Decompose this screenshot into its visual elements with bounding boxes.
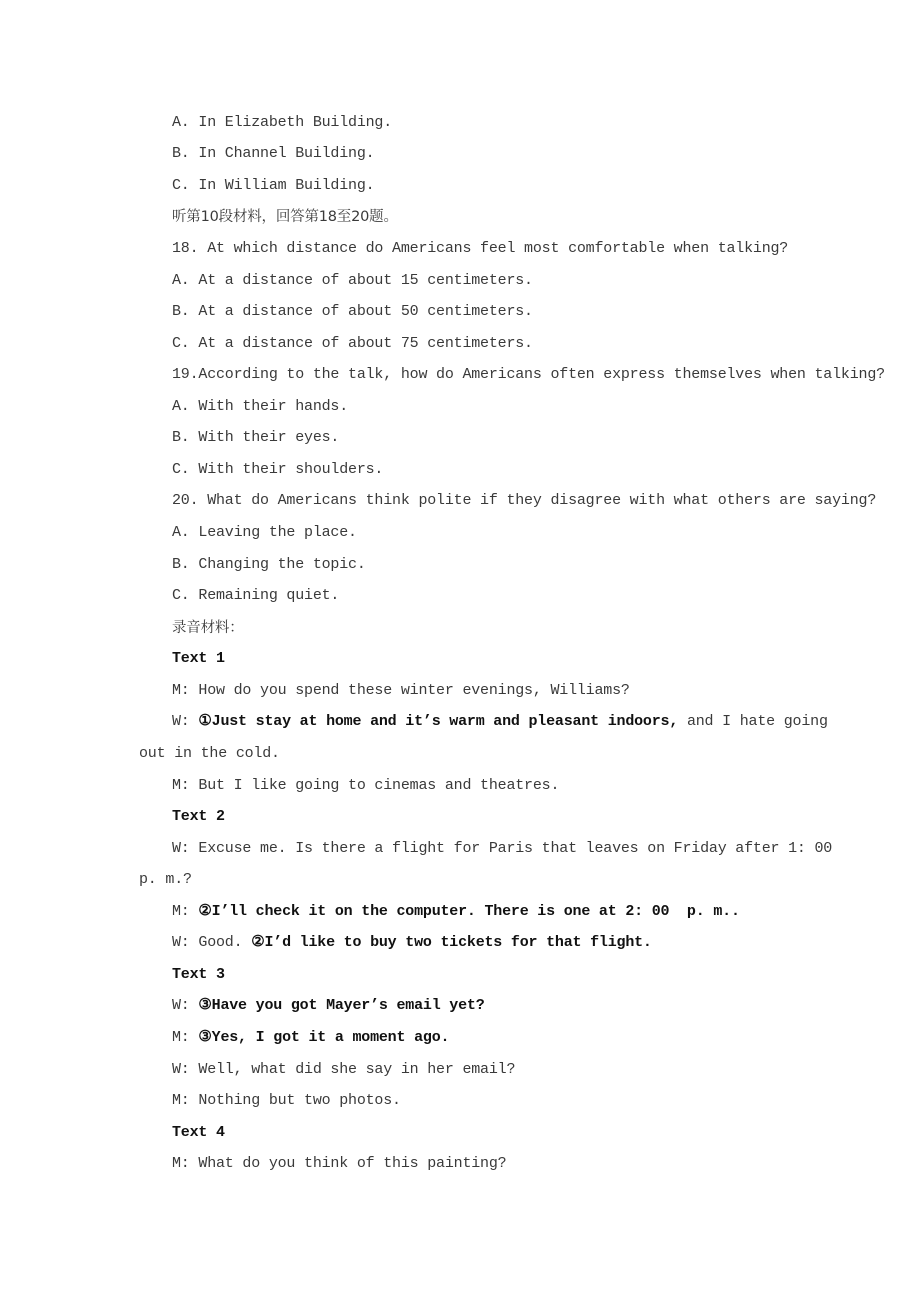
option-20a: A. Leaving the place. bbox=[172, 524, 357, 541]
dialogue-line: M: How do you spend these winter evenings, Williams? bbox=[172, 682, 630, 699]
dialogue-line bbox=[172, 997, 485, 1015]
dialogue-line bbox=[172, 934, 652, 952]
dialogue-line: M: What do you think of this painting? bbox=[172, 1155, 507, 1172]
option-19b: B. With their eyes. bbox=[172, 429, 340, 446]
option-19c: C. With their shoulders. bbox=[172, 461, 384, 478]
question-18: 18. At which distance do Americans feel most comfortable when talking? bbox=[172, 240, 789, 257]
option-18a: A. At a distance of about 15 centimeters. bbox=[172, 272, 533, 289]
option-17a: A. In Elizabeth Building. bbox=[172, 114, 393, 131]
option-20c: C. Remaining quiet. bbox=[172, 587, 340, 604]
dialogue-line: W: Excuse me. Is there a flight for Paris that leaves on Friday after 1: 00 bbox=[172, 840, 833, 857]
dialogue-line bbox=[172, 1029, 449, 1047]
speaker-label: W: bbox=[172, 713, 199, 730]
dialogue-text: and I hate going bbox=[678, 713, 828, 730]
option-18b: B. At a distance of about 50 centimeters. bbox=[172, 303, 533, 320]
answer-highlight: ②I’ll check it on the computer. There is one at 2: 00 p. m.. bbox=[198, 903, 740, 920]
speaker-label: M: bbox=[172, 1029, 199, 1046]
text-4-heading: Text 4 bbox=[172, 1124, 225, 1141]
dialogue-line: W: Well, what did she say in her email? bbox=[172, 1061, 516, 1078]
text-2-heading: Text 2 bbox=[172, 808, 225, 825]
option-20b: B. Changing the topic. bbox=[172, 556, 366, 573]
speaker-label: W: bbox=[172, 997, 199, 1014]
option-19a: A. With their hands. bbox=[172, 398, 349, 415]
dialogue-line-continued: out in the cold. bbox=[139, 745, 280, 762]
answer-highlight: ①Just stay at home and it’s warm and pleasant indoors, bbox=[198, 713, 679, 730]
dialogue-line bbox=[172, 903, 740, 921]
dialogue-line bbox=[172, 713, 828, 731]
answer-highlight: ②I’d like to buy two tickets for that flight. bbox=[251, 934, 652, 951]
section-instruction: 听第10段材料，回答第18至20题。 bbox=[172, 209, 398, 225]
option-17b: B. In Channel Building. bbox=[172, 145, 375, 162]
question-20: 20. What do Americans think polite if they disagree with what others are saying? bbox=[172, 492, 877, 509]
answer-highlight: ③Have you got Mayer’s email yet? bbox=[198, 997, 485, 1014]
answer-highlight: ③Yes, I got it a moment ago. bbox=[198, 1029, 450, 1046]
speaker-label: W: Good. bbox=[172, 934, 252, 951]
dialogue-line-continued: p. m.? bbox=[139, 871, 192, 888]
dialogue-line: M: Nothing but two photos. bbox=[172, 1092, 401, 1109]
transcript-heading: 录音材料： bbox=[172, 620, 244, 636]
text-1-heading: Text 1 bbox=[172, 650, 225, 667]
option-18c: C. At a distance of about 75 centimeters. bbox=[172, 335, 533, 352]
option-17c: C. In William Building. bbox=[172, 177, 375, 194]
dialogue-line: M: But I like going to cinemas and theatres. bbox=[172, 777, 560, 794]
text-3-heading: Text 3 bbox=[172, 966, 225, 983]
speaker-label: M: bbox=[172, 903, 199, 920]
question-19: 19.According to the talk, how do Americans often express themselves when talking? bbox=[172, 366, 885, 383]
